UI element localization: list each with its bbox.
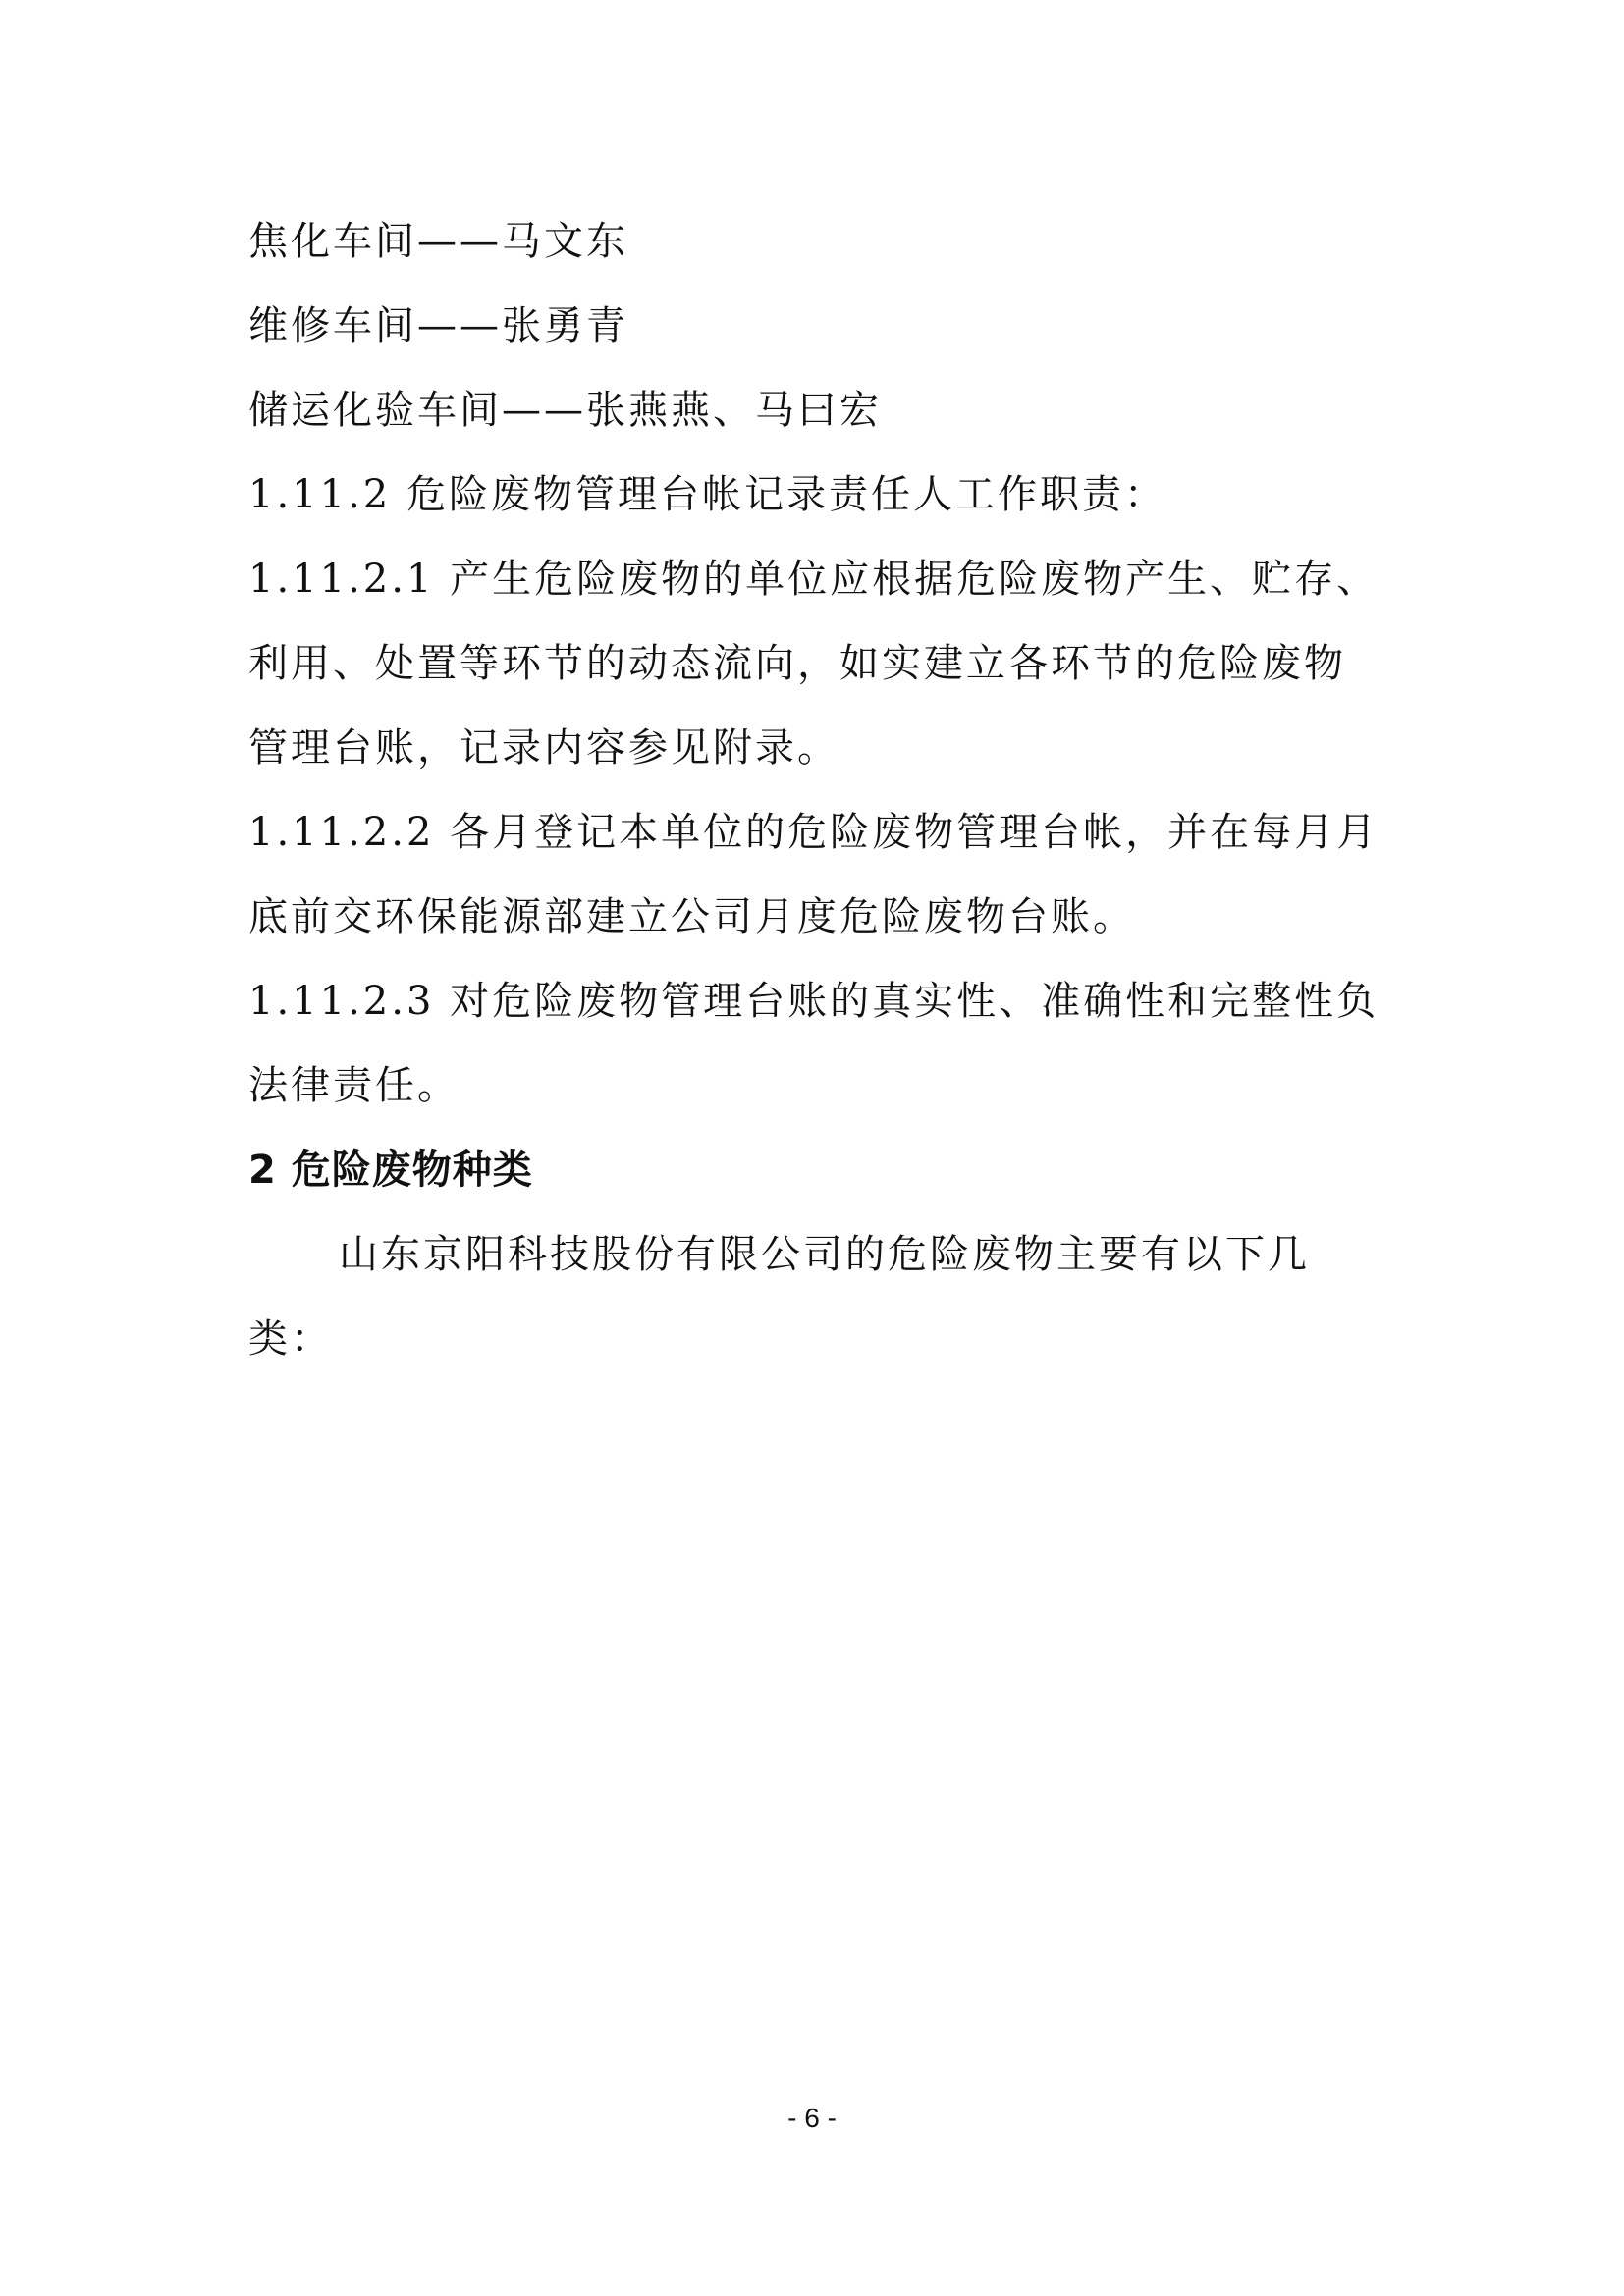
page-number: - 6 -: [787, 2103, 837, 2133]
clause-1-11-2-1-line-3: 管理台账，记录内容参见附录。: [248, 725, 839, 771]
clause-1-11-2: 1.11.2 危险废物管理台帐记录责任人工作职责：: [248, 472, 1166, 517]
responsible-storage-lab-workshop: 储运化验车间——张燕燕、马曰宏: [248, 388, 882, 433]
clause-1-11-2-3-line-2: 法律责任。: [248, 1063, 460, 1108]
clause-1-11-2-1-line-1: 1.11.2.1 产生危险废物的单位应根据危险废物产生、贮存、: [248, 557, 1380, 602]
clause-1-11-2-2-line-2: 底前交环保能源部建立公司月度危险废物台账。: [248, 894, 1135, 939]
paragraph-line-1: 山东京阳科技股份有限公司的危险废物主要有以下几: [339, 1232, 1310, 1277]
paragraph-line-2: 类：: [248, 1316, 333, 1362]
clause-1-11-2-1-line-2: 利用、处置等环节的动态流向，如实建立各环节的危险废物: [248, 641, 1346, 686]
clause-1-11-2-3-line-1: 1.11.2.3 对危险废物管理台账的真实性、准确性和完整性负: [248, 979, 1380, 1024]
responsible-coking-workshop: 焦化车间——马文东: [248, 219, 628, 264]
responsible-maintenance-workshop: 维修车间——张勇青: [248, 303, 628, 348]
clause-1-11-2-2-line-1: 1.11.2.2 各月登记本单位的危险废物管理台帐，并在每月月: [248, 810, 1380, 855]
section-heading: 2 危险废物种类: [248, 1148, 533, 1193]
